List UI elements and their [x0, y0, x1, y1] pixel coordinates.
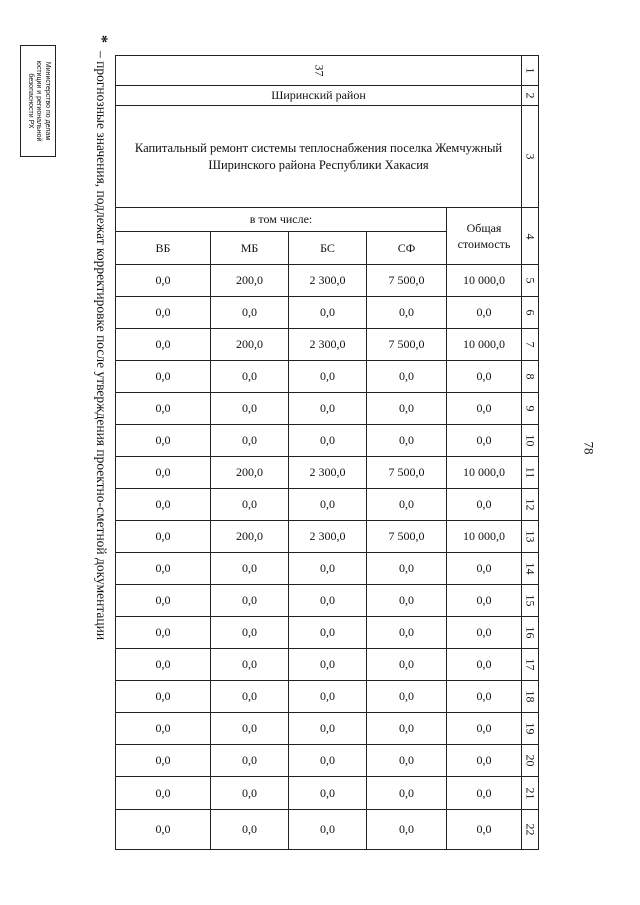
cell-total: 0,0	[447, 585, 522, 617]
cell-total: 10 000,0	[447, 329, 522, 361]
row-number-text: 20	[523, 754, 538, 767]
cell-total: 0,0	[447, 681, 522, 713]
cell-total: 10 000,0	[447, 457, 522, 489]
cell-bs: 0,0	[289, 393, 367, 425]
row-number	[522, 585, 539, 617]
cell-total: 0,0	[447, 553, 522, 585]
cell-total: 0,0	[447, 713, 522, 745]
cell-bs: 0,0	[289, 361, 367, 393]
cell-bs: 0,0	[289, 810, 367, 850]
table-row	[116, 489, 539, 521]
cell-sf: 0,0	[367, 393, 447, 425]
row-number	[522, 393, 539, 425]
row-number	[522, 265, 539, 297]
cell-sf: 0,0	[367, 489, 447, 521]
project-title-cell: Капитальный ремонт системы теплоснабжения поселка Жемчужный Ширинского района Республики Хакасия	[116, 106, 522, 208]
table-row	[116, 777, 539, 810]
table-row	[116, 393, 539, 425]
row-number	[522, 553, 539, 585]
row-number	[522, 777, 539, 810]
row-number	[522, 745, 539, 777]
district-row	[116, 86, 539, 106]
cell-total: 0,0	[447, 489, 522, 521]
subheader-bs: БС	[289, 232, 367, 265]
row-number-text: 21	[523, 787, 538, 799]
cell-sf: 7 500,0	[367, 521, 447, 553]
cell-mb: 0,0	[211, 393, 289, 425]
row-number	[522, 810, 539, 850]
header-row	[116, 208, 539, 232]
footnote	[70, 35, 110, 695]
row-number	[522, 521, 539, 553]
cell-sf: 0,0	[367, 713, 447, 745]
cell-bs: 0,0	[289, 553, 367, 585]
row-number	[522, 297, 539, 329]
cell-total: 0,0	[447, 777, 522, 810]
cell-total: 0,0	[447, 393, 522, 425]
cell-mb: 200,0	[211, 329, 289, 361]
footnote-text: – прогнозные значения, подлежат корректировке после утверждения проектно-сметной документации	[94, 51, 109, 641]
cell-bs: 0,0	[289, 777, 367, 810]
row-number-text: 22	[523, 823, 538, 836]
cell-vb: 0,0	[116, 265, 211, 297]
cell-mb: 0,0	[211, 649, 289, 681]
row-number-text: 13	[523, 530, 538, 543]
cell-sf: 7 500,0	[367, 265, 447, 297]
cell-bs: 0,0	[289, 617, 367, 649]
row-number-text: 1	[523, 67, 538, 74]
cell-sf: 0,0	[367, 617, 447, 649]
row-number-text: 8	[523, 373, 538, 380]
cell-mb: 0,0	[211, 425, 289, 457]
cell-sf: 7 500,0	[367, 329, 447, 361]
table-row	[116, 265, 539, 297]
row-number-text: 3	[523, 153, 538, 160]
row-number-text: 10	[523, 434, 538, 447]
row-number	[522, 649, 539, 681]
cell-mb: 200,0	[211, 521, 289, 553]
cell-bs: 2 300,0	[289, 329, 367, 361]
cell-total: 10 000,0	[447, 265, 522, 297]
stamp-line: юстиции и региональной	[35, 60, 43, 142]
table-row	[116, 617, 539, 649]
subheader-sf: СФ	[367, 232, 447, 265]
cell-sf: 0,0	[367, 425, 447, 457]
incl-header-cell: в том числе:	[116, 208, 447, 232]
row-number-text: 17	[523, 658, 538, 671]
cell-vb: 0,0	[116, 745, 211, 777]
table-row	[116, 585, 539, 617]
cell-vb: 0,0	[116, 617, 211, 649]
cell-total: 0,0	[447, 361, 522, 393]
table-row	[116, 713, 539, 745]
cell-mb: 0,0	[211, 489, 289, 521]
row-number-text: 7	[523, 341, 538, 348]
cell-bs: 0,0	[289, 713, 367, 745]
cell-bs: 0,0	[289, 425, 367, 457]
cell-total: 0,0	[447, 617, 522, 649]
cell-sf: 0,0	[367, 681, 447, 713]
cell-mb: 0,0	[211, 617, 289, 649]
row-number	[522, 457, 539, 489]
stamp-line: Министерство по делам	[43, 61, 51, 141]
column-number-cell	[116, 56, 522, 86]
cell-mb: 0,0	[211, 745, 289, 777]
table-row	[116, 681, 539, 713]
row-number	[522, 208, 539, 265]
cell-vb: 0,0	[116, 521, 211, 553]
stamp-line: безопасности РХ	[26, 73, 34, 129]
row-number	[522, 329, 539, 361]
row-number-text: 6	[523, 309, 538, 316]
cell-total: 0,0	[447, 745, 522, 777]
table-row	[116, 329, 539, 361]
cell-mb: 200,0	[211, 457, 289, 489]
cell-vb: 0,0	[116, 361, 211, 393]
library-stamp	[20, 45, 56, 157]
row-number-text: 14	[523, 562, 538, 575]
footnote-asterisk: *	[93, 35, 110, 43]
table-row	[116, 553, 539, 585]
row-number	[522, 425, 539, 457]
cell-vb: 0,0	[116, 681, 211, 713]
row-number-text: 19	[523, 722, 538, 735]
cell-bs: 0,0	[289, 297, 367, 329]
cell-bs: 2 300,0	[289, 265, 367, 297]
row-number-text: 16	[523, 626, 538, 639]
table-row	[116, 297, 539, 329]
cell-bs: 0,0	[289, 681, 367, 713]
cell-bs: 2 300,0	[289, 521, 367, 553]
row-number	[522, 489, 539, 521]
cell-sf: 0,0	[367, 361, 447, 393]
budget-table	[115, 55, 539, 850]
cell-vb: 0,0	[116, 810, 211, 850]
subheader-mb: МБ	[211, 232, 289, 265]
cell-total: 0,0	[447, 297, 522, 329]
page-number: 78	[581, 441, 597, 455]
cell-total: 0,0	[447, 649, 522, 681]
row-number	[522, 713, 539, 745]
cell-sf: 0,0	[367, 553, 447, 585]
cell-bs: 0,0	[289, 649, 367, 681]
table-row	[116, 521, 539, 553]
cell-sf: 0,0	[367, 297, 447, 329]
cell-mb: 0,0	[211, 713, 289, 745]
row-number	[522, 56, 539, 86]
row-number-text: 5	[523, 277, 538, 284]
cell-mb: 0,0	[211, 553, 289, 585]
cell-vb: 0,0	[116, 553, 211, 585]
row-number	[522, 617, 539, 649]
cell-sf: 0,0	[367, 585, 447, 617]
cell-vb: 0,0	[116, 425, 211, 457]
cell-sf: 0,0	[367, 649, 447, 681]
cell-vb: 0,0	[116, 393, 211, 425]
cell-vb: 0,0	[116, 649, 211, 681]
cell-vb: 0,0	[116, 489, 211, 521]
row-number	[522, 681, 539, 713]
table-row	[116, 649, 539, 681]
row-number-text: 12	[523, 498, 538, 511]
column-number-row	[116, 56, 539, 86]
row-number	[522, 86, 539, 106]
cell-mb: 0,0	[211, 810, 289, 850]
row-number-text: 4	[523, 233, 538, 239]
row-number-text: 11	[523, 466, 538, 479]
cell-sf: 0,0	[367, 745, 447, 777]
table-row	[116, 361, 539, 393]
cell-mb: 0,0	[211, 777, 289, 810]
cell-mb: 0,0	[211, 361, 289, 393]
row-number-text: 2	[523, 92, 538, 99]
cell-vb: 0,0	[116, 329, 211, 361]
cell-bs: 0,0	[289, 489, 367, 521]
cell-vb: 0,0	[116, 297, 211, 329]
cell-mb: 0,0	[211, 681, 289, 713]
subheader-vb: ВБ	[116, 232, 211, 265]
cell-sf: 7 500,0	[367, 457, 447, 489]
cell-total: 0,0	[447, 425, 522, 457]
cell-mb: 0,0	[211, 585, 289, 617]
row-number-text: 18	[523, 690, 538, 703]
cell-vb: 0,0	[116, 777, 211, 810]
district-cell: Ширинский район	[116, 86, 522, 106]
cell-bs: 2 300,0	[289, 457, 367, 489]
cell-bs: 0,0	[289, 745, 367, 777]
total-header-cell: Общая стоимость	[447, 208, 522, 265]
cell-total: 10 000,0	[447, 521, 522, 553]
cell-mb: 0,0	[211, 297, 289, 329]
title-row	[116, 106, 539, 208]
table-row	[116, 745, 539, 777]
table-row	[116, 810, 539, 850]
cell-sf: 0,0	[367, 777, 447, 810]
cell-bs: 0,0	[289, 585, 367, 617]
row-number	[522, 106, 539, 208]
row-number-text: 15	[523, 594, 538, 607]
table-row	[116, 457, 539, 489]
column-number: 37	[312, 64, 327, 77]
cell-vb: 0,0	[116, 585, 211, 617]
cell-vb: 0,0	[116, 713, 211, 745]
row-number	[522, 361, 539, 393]
cell-sf: 0,0	[367, 810, 447, 850]
cell-vb: 0,0	[116, 457, 211, 489]
row-number-text: 9	[523, 405, 538, 412]
table-row	[116, 425, 539, 457]
cell-mb: 200,0	[211, 265, 289, 297]
cell-total: 0,0	[447, 810, 522, 850]
